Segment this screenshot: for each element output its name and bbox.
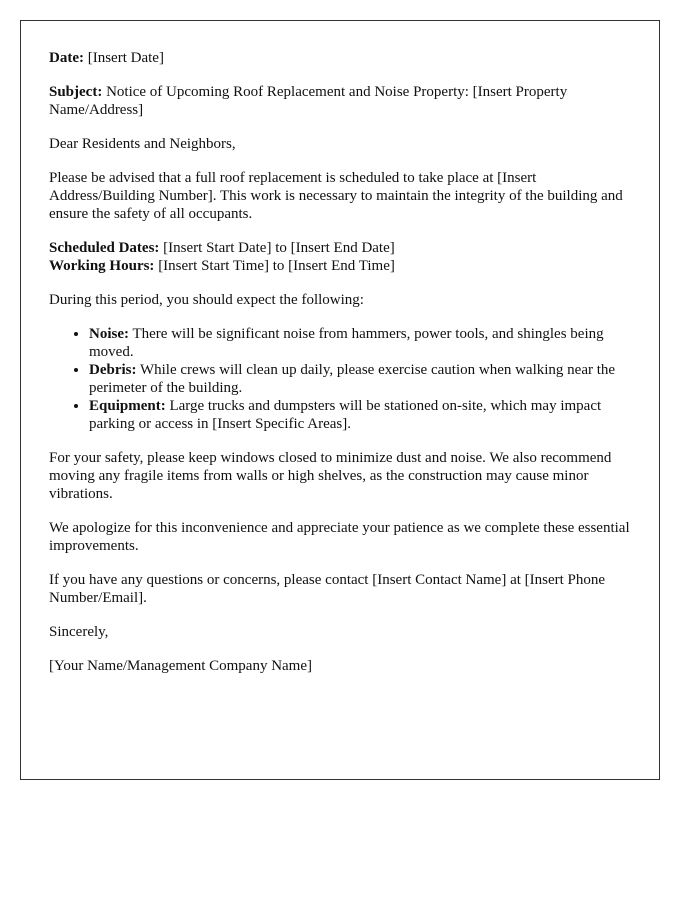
signature: [Your Name/Management Company Name] <box>49 658 312 674</box>
list-item-noise <box>89 325 631 361</box>
list-item-label: Equipment: <box>89 398 166 414</box>
expectations-list <box>49 325 631 433</box>
working-hours-label: Working Hours: <box>49 258 155 274</box>
greeting: Dear Residents and Neighbors, <box>49 136 236 152</box>
safety-paragraph: For your safety, please keep windows closed to minimize dust and noise. We also recommend moving any fragile items from walls or high shelves, as the construction may cause minor vibrations. <box>49 450 612 502</box>
date-label: Date: <box>49 50 84 66</box>
subject-label: Subject: <box>49 84 103 100</box>
scheduled-dates-line <box>49 239 631 257</box>
list-item-text: While crews will clean up daily, please exercise caution when walking near the perimeter of the building. <box>89 362 616 396</box>
subject-line <box>49 83 631 119</box>
list-item-text: Large trucks and dumpsters will be stationed on-site, which may impact parking or access in [Insert Specific Areas]. <box>89 398 602 432</box>
list-item-text: There will be significant noise from hammers, power tools, and shingles being moved. <box>89 326 604 360</box>
scheduled-dates-label: Scheduled Dates: <box>49 240 160 256</box>
subject-value: Notice of Upcoming Roof Replacement and Noise Property: [Insert Property Name/Address] <box>49 84 568 118</box>
intro-paragraph: Please be advised that a full roof replacement is scheduled to take place at [Insert Address/Building Number]. This work is necessary to maintain the integrity of the building and ensure the safety of all occupants. <box>49 170 623 222</box>
apology-paragraph: We apologize for this inconvenience and appreciate your patience as we complete these essential improvements. <box>49 520 630 554</box>
list-item-debris <box>89 361 631 397</box>
closing: Sincerely, <box>49 624 109 640</box>
list-item-label: Noise: <box>89 326 129 342</box>
working-hours-line <box>49 257 631 275</box>
working-hours-value: [Insert Start Time] to [Insert End Time] <box>154 258 395 274</box>
scheduled-dates-value: [Insert Start Date] to [Insert End Date] <box>159 240 395 256</box>
expect-intro: During this period, you should expect the following: <box>49 292 364 308</box>
contact-paragraph: If you have any questions or concerns, please contact [Insert Contact Name] at [Insert Phone Number/Email]. <box>49 572 606 606</box>
letter-document <box>20 20 660 780</box>
date-line <box>49 49 631 67</box>
list-item-label: Debris: <box>89 362 137 378</box>
date-value: [Insert Date] <box>83 50 164 66</box>
list-item-equipment <box>89 397 631 433</box>
